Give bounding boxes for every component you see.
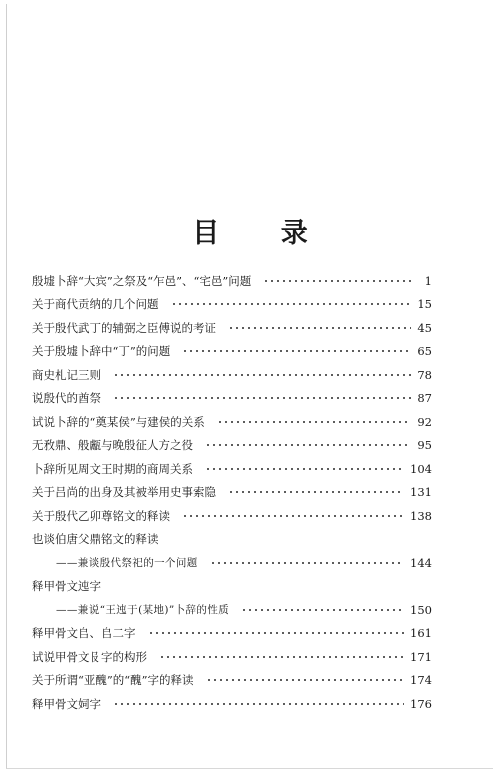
toc-entry-title: 卜辞所见周文王时期的商周关系 (32, 461, 193, 476)
toc-entry-title: 关于殷墟卜辞中“丁”的问题 (32, 344, 171, 359)
toc-entry (32, 316, 432, 340)
toc-entry (32, 434, 432, 458)
page-title: 目 录 (192, 218, 334, 250)
toc-entry-page: 78 (417, 367, 432, 382)
toc-entry-title: ——兼谈殷代祭祀的一个问题 (56, 557, 198, 570)
toc-entry-title: 试说卜辞的“奠某侯”与建侯的关系 (32, 414, 205, 429)
dot-leader (210, 562, 404, 564)
dot-leader (205, 468, 404, 470)
toc-entry-page: 176 (410, 696, 432, 711)
toc-entry-title: 关于商代贡纳的几个问题 (32, 297, 159, 312)
toc-entry-title: 也谈伯唐父鼎铭文的释读 (32, 532, 159, 547)
toc-entry-page: 150 (410, 602, 432, 617)
toc-entry-page: 174 (410, 673, 432, 688)
toc-entry (32, 669, 432, 693)
toc-entry-page: 161 (410, 626, 432, 641)
dot-leader (205, 444, 411, 446)
toc-entry (32, 410, 432, 434)
toc-entry-page: 131 (410, 485, 432, 500)
toc-entry-page: 144 (410, 555, 432, 570)
dot-leader (113, 397, 411, 399)
toc-entry-title: 无敄鼎、般甗与晚殷征人方之役 (32, 438, 193, 453)
dot-leader (159, 656, 404, 658)
toc-entry-title: 关于吕尚的出身及其被举用史事索隐 (32, 485, 216, 500)
toc-entry (32, 293, 432, 317)
dot-leader (182, 350, 411, 352)
dot-leader (113, 703, 404, 705)
toc-entry-page: 65 (417, 344, 432, 359)
toc-entry (32, 622, 432, 646)
dot-leader (206, 679, 405, 681)
toc-entry-title: 释甲骨文㚸字 (32, 696, 101, 711)
dot-leader (228, 491, 404, 493)
toc-entry-subtitle (32, 551, 432, 575)
toc-entry-title: 说殷代的酋祭 (32, 391, 101, 406)
toc-entry-subtitle (32, 598, 432, 622)
toc-entry-title: 殷墟卜辞“大宾”之祭及“乍邑”、“宅邑”问题 (32, 273, 252, 288)
toc-entry (32, 528, 432, 552)
toc-entry (32, 645, 432, 669)
toc-entry (32, 504, 432, 528)
dot-leader (241, 609, 404, 611)
toc-entry (32, 692, 432, 716)
toc-entry-title: 试说甲骨文𠬝字的构形 (32, 649, 147, 664)
toc-entry (32, 387, 432, 411)
toc-entry (32, 269, 432, 293)
toc-entry (32, 575, 432, 599)
toc-entry-page: 87 (417, 391, 432, 406)
toc-entry-page: 95 (417, 438, 432, 453)
toc-entry-page: 138 (410, 508, 432, 523)
toc-entry (32, 340, 432, 364)
dot-leader (263, 280, 412, 282)
toc-entry-page: 15 (417, 297, 432, 312)
dot-leader (148, 632, 405, 634)
dot-leader (113, 374, 411, 376)
toc-entry-title: 释甲骨文迍字 (32, 579, 101, 594)
dot-leader (228, 327, 411, 329)
toc-entry-title: 关于所谓“亚醜”的“醜”字的释读 (32, 673, 194, 688)
toc-entry-page: 92 (417, 414, 432, 429)
toc-entry-page: 171 (410, 649, 432, 664)
toc-entry (32, 363, 432, 387)
toc-entry-page: 45 (417, 320, 432, 335)
dot-leader (182, 515, 404, 517)
toc-entry-page: 1 (424, 273, 432, 288)
toc-entry (32, 457, 432, 481)
toc-entry-title: 释甲骨文𠂤、𠂤二字 (32, 626, 136, 641)
toc-entry-title: ——兼说“王迍于(某地)”卜辞的性质 (56, 604, 230, 617)
toc-entry (32, 481, 432, 505)
toc-entry-title: 关于殷代武丁的辅弼之臣傅说的考证 (32, 320, 216, 335)
dot-leader (171, 303, 412, 305)
dot-leader (217, 421, 412, 423)
toc-entry-title: 商史札记三则 (32, 367, 101, 382)
table-of-contents (32, 269, 432, 716)
toc-entry-page: 104 (410, 461, 432, 476)
toc-entry-title: 关于殷代乙卯尊铭文的释读 (32, 508, 170, 523)
